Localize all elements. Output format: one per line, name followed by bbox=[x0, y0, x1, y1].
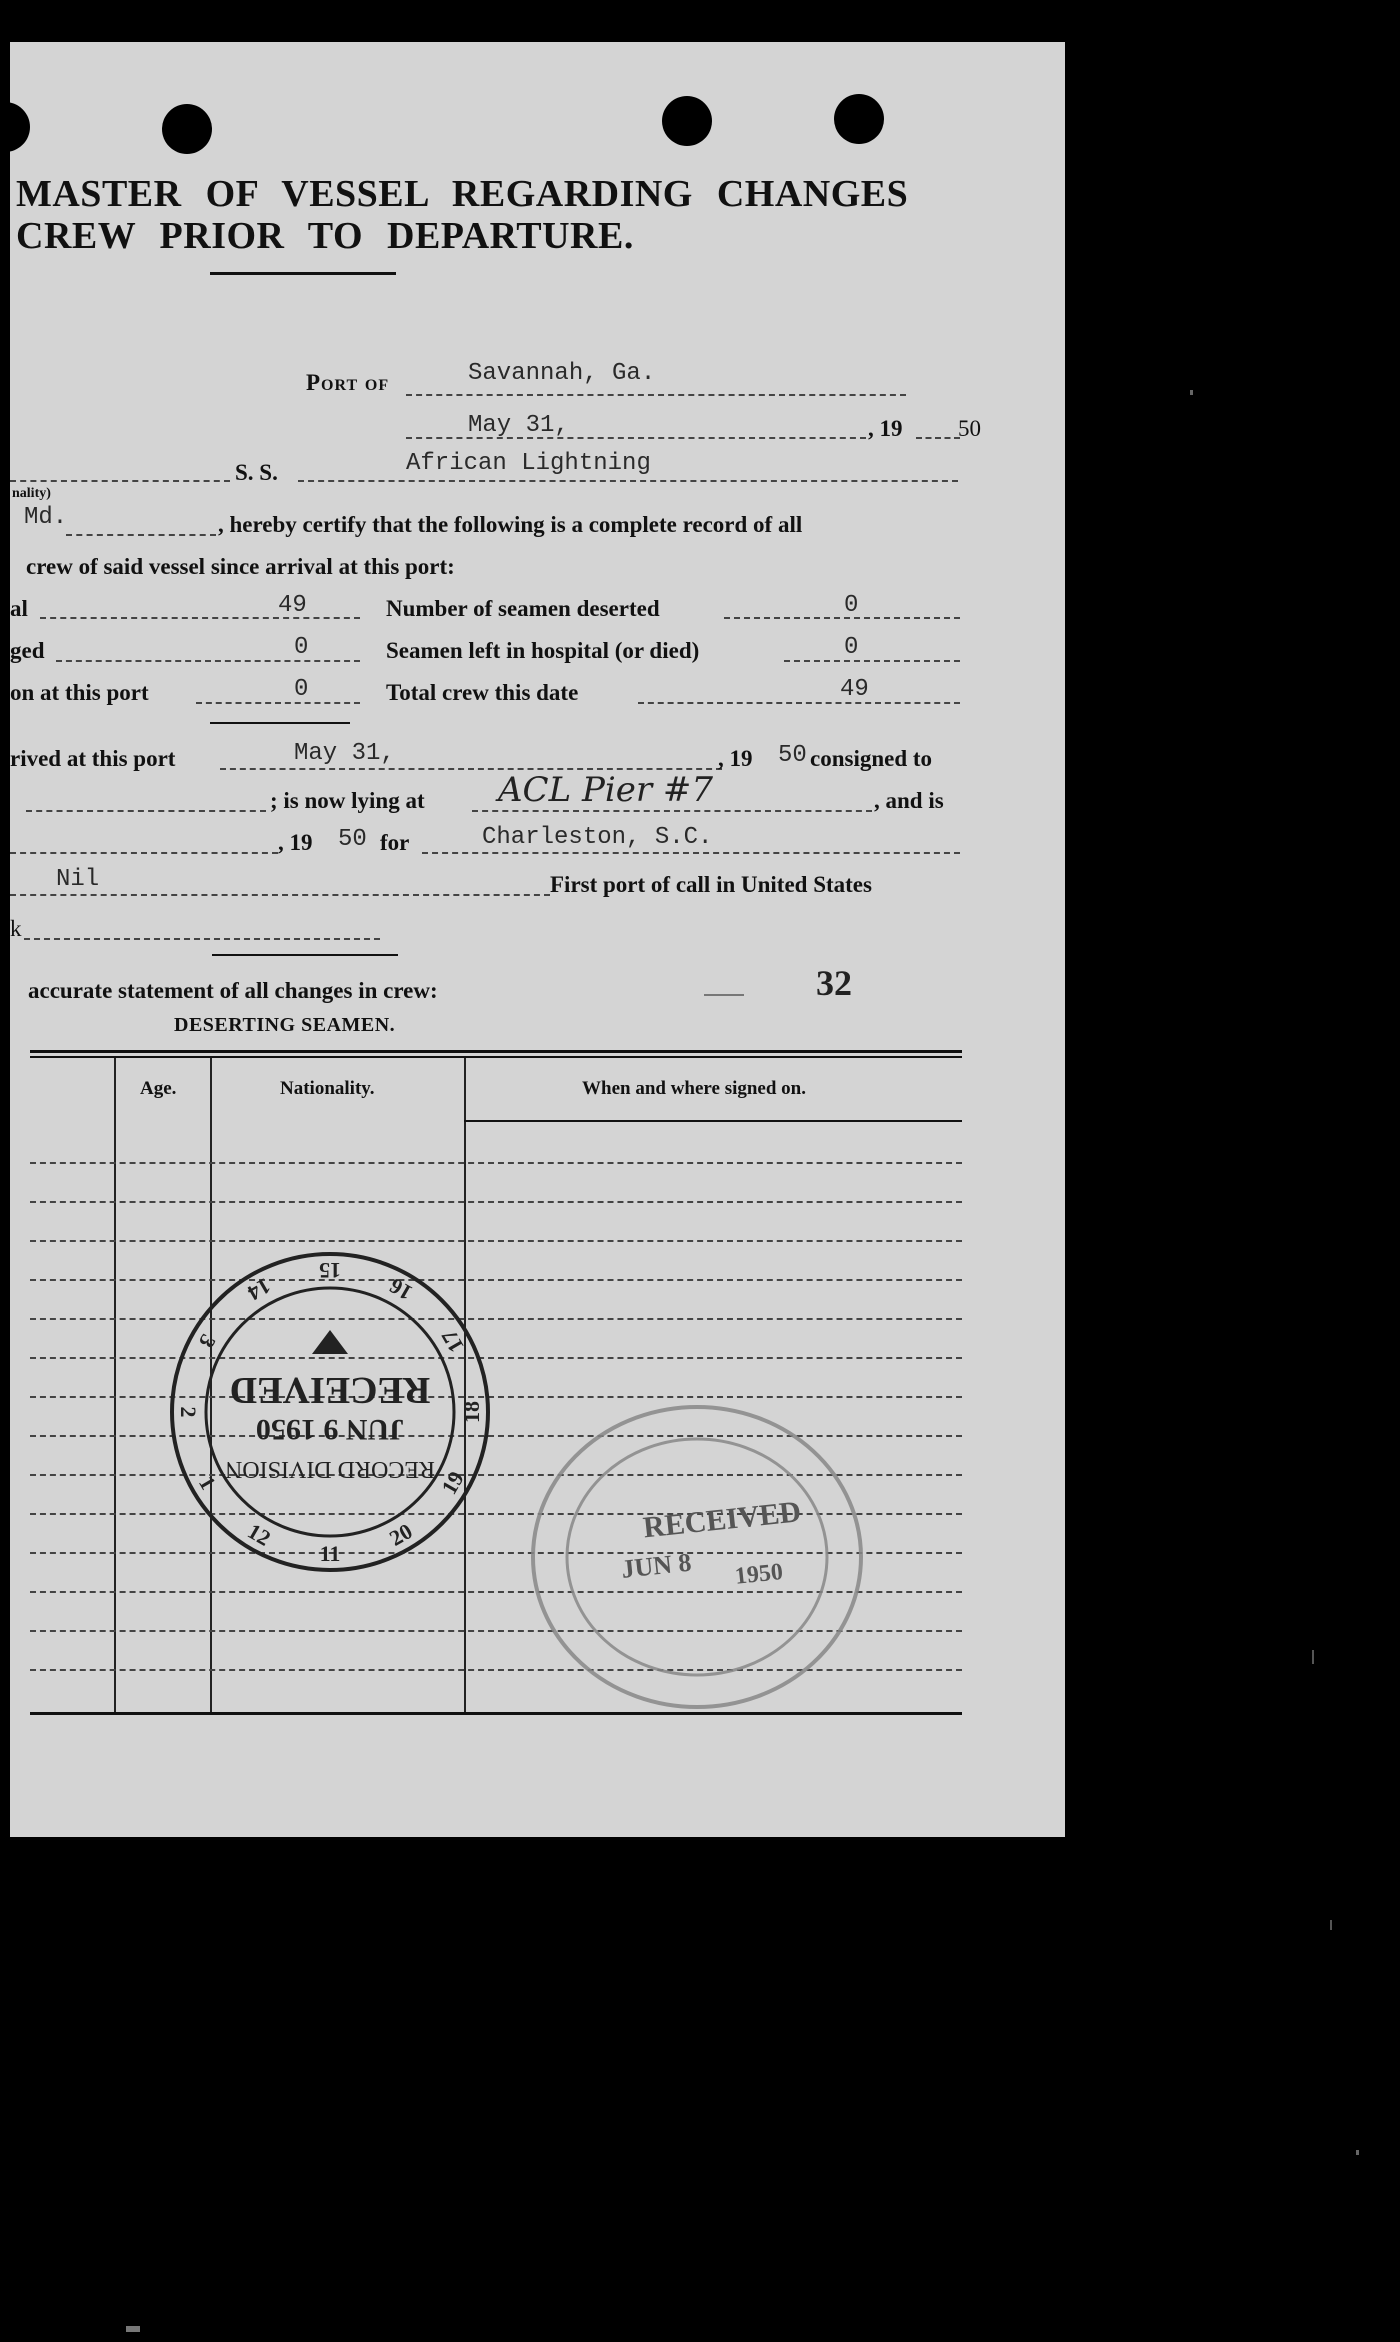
port-value: Savannah, Ga. bbox=[468, 360, 656, 387]
destination-line bbox=[422, 852, 960, 854]
deserting-seamen-title: DESERTING SEAMEN. bbox=[174, 1014, 396, 1036]
shipped-count-line bbox=[196, 702, 360, 704]
stamp-number: 15 bbox=[319, 1258, 341, 1283]
lying-line bbox=[472, 810, 872, 812]
port-label: Port of bbox=[306, 370, 390, 395]
stamp-number: 3 bbox=[193, 1330, 222, 1353]
punch-hole bbox=[10, 102, 30, 152]
stamp-number: 17 bbox=[436, 1325, 469, 1358]
port-line bbox=[406, 394, 906, 396]
age-header: Age. bbox=[140, 1078, 177, 1099]
deserted-count-line bbox=[724, 617, 960, 619]
consigned-label: consigned to bbox=[810, 746, 933, 771]
received-stamp-faint bbox=[522, 1392, 872, 1722]
scan-speck bbox=[1356, 2150, 1359, 2155]
total-crew-line bbox=[638, 702, 960, 704]
destination-value: Charleston, S.C. bbox=[482, 824, 713, 851]
stamp-number: 18 bbox=[459, 1401, 484, 1423]
stamp2-received-text: RECEIVED bbox=[641, 1495, 803, 1545]
signed-on-header: When and where signed on. bbox=[582, 1078, 807, 1099]
k-line bbox=[24, 938, 380, 940]
scan-speck bbox=[1312, 1650, 1314, 1664]
hospital-count-line bbox=[784, 660, 960, 662]
stamp-date-text: JUN 9 1950 bbox=[255, 1413, 405, 1446]
stamp-number: 2 bbox=[176, 1406, 201, 1418]
stamp-division-text: RECORD DIVISION bbox=[225, 1456, 435, 1482]
stamp-number: 16 bbox=[384, 1273, 417, 1306]
title-line-1: MASTER OF VESSEL REGARDING CHANGES bbox=[16, 173, 909, 215]
master-name-line bbox=[10, 480, 230, 482]
crew-text: crew of said vessel since arrival at this port: bbox=[26, 554, 455, 579]
year-value: 50 bbox=[958, 416, 981, 441]
stamp-number: 12 bbox=[243, 1518, 276, 1551]
scan-speck bbox=[126, 2326, 140, 2332]
stamp-number-ring bbox=[176, 1258, 484, 1566]
table-row bbox=[30, 1162, 962, 1164]
shipped-count-label: on at this port bbox=[10, 680, 149, 705]
discharged-count-value: 0 bbox=[294, 634, 309, 661]
and-is-label: , and is bbox=[874, 788, 944, 813]
md-value: Md. bbox=[24, 504, 68, 531]
nil-value: Nil bbox=[56, 866, 100, 893]
arrived-value: May 31, bbox=[294, 740, 395, 767]
arrival-count-value: 49 bbox=[278, 592, 307, 619]
scan-speck bbox=[1330, 1920, 1332, 1930]
statement-tick bbox=[704, 994, 744, 996]
certify-text: , hereby certify that the following is a complete record of all bbox=[218, 512, 803, 537]
statement-text: accurate statement of all changes in crew: bbox=[28, 978, 438, 1003]
k-fragment: k bbox=[10, 916, 22, 941]
lying-label: ; is now lying at bbox=[270, 788, 425, 813]
deserted-count-label: Number of seamen deserted bbox=[386, 596, 660, 621]
stamp2-year-text: 1950 bbox=[733, 1559, 785, 1590]
title-underline bbox=[210, 272, 396, 275]
lying-value: ACL Pier #7 bbox=[498, 770, 714, 810]
stamp-number: 11 bbox=[319, 1541, 341, 1566]
stamp-number: 20 bbox=[384, 1518, 417, 1551]
stamp-number: 1 bbox=[193, 1471, 222, 1494]
year-line bbox=[916, 437, 960, 439]
title-line-2: CREW PRIOR TO DEPARTURE. bbox=[16, 215, 634, 257]
punch-hole bbox=[162, 104, 212, 154]
arrived-year-label: , 19 bbox=[718, 746, 753, 771]
arrival-count-label: al bbox=[10, 596, 28, 621]
stamp-received-text: RECEIVED bbox=[229, 1369, 431, 1411]
arrived-label: rived at this port bbox=[10, 746, 176, 771]
stamp-number: 19 bbox=[436, 1466, 469, 1499]
nationality-header: Nationality. bbox=[280, 1078, 375, 1099]
total-crew-label: Total crew this date bbox=[386, 680, 579, 705]
table-top-rule bbox=[30, 1056, 962, 1058]
punch-hole bbox=[662, 96, 712, 146]
nationality-fragment: nality) bbox=[12, 486, 51, 501]
table-top-rule bbox=[30, 1050, 962, 1053]
table-row bbox=[30, 1240, 962, 1242]
first-port-line bbox=[10, 894, 550, 896]
table-column-divider bbox=[114, 1058, 116, 1712]
date-value: May 31, bbox=[468, 412, 569, 439]
depart-year-value: 50 bbox=[338, 826, 367, 853]
for-label: for bbox=[380, 830, 410, 855]
first-port-label: First port of call in United States bbox=[550, 872, 872, 897]
md-line bbox=[66, 534, 216, 536]
arrival-count-line bbox=[40, 617, 360, 619]
vessel-name: African Lightning bbox=[406, 450, 651, 477]
deserted-count-value: 0 bbox=[844, 592, 859, 619]
counts-divider bbox=[210, 722, 350, 724]
shipped-count-value: 0 bbox=[294, 676, 309, 703]
depart-year-label: , 19 bbox=[278, 830, 313, 855]
stamp-arrow-icon bbox=[312, 1330, 348, 1354]
header-bottom-rule bbox=[464, 1120, 962, 1122]
statement-number: 32 bbox=[816, 963, 852, 1003]
stamp-number: 14 bbox=[243, 1273, 276, 1306]
document-page bbox=[10, 42, 1065, 1837]
year-prefix: , 19 bbox=[868, 416, 903, 441]
arrived-year-value: 50 bbox=[778, 742, 807, 769]
hospital-count-value: 0 bbox=[844, 634, 859, 661]
discharged-count-label: ged bbox=[10, 638, 45, 663]
table-row bbox=[30, 1201, 962, 1203]
total-crew-value: 49 bbox=[840, 676, 869, 703]
hospital-count-label: Seamen left in hospital (or died) bbox=[386, 638, 700, 663]
vessel-name-line bbox=[298, 480, 958, 482]
depart-date-line bbox=[10, 852, 278, 854]
received-stamp bbox=[166, 1248, 494, 1576]
consignee-line bbox=[26, 810, 266, 812]
discharged-count-line bbox=[56, 660, 360, 662]
section-divider bbox=[212, 954, 398, 956]
scan-speck bbox=[1190, 390, 1193, 395]
ss-label: S. S. bbox=[235, 460, 278, 485]
punch-hole bbox=[834, 94, 884, 144]
stamp2-date-text: JUN 8 bbox=[620, 1547, 693, 1584]
